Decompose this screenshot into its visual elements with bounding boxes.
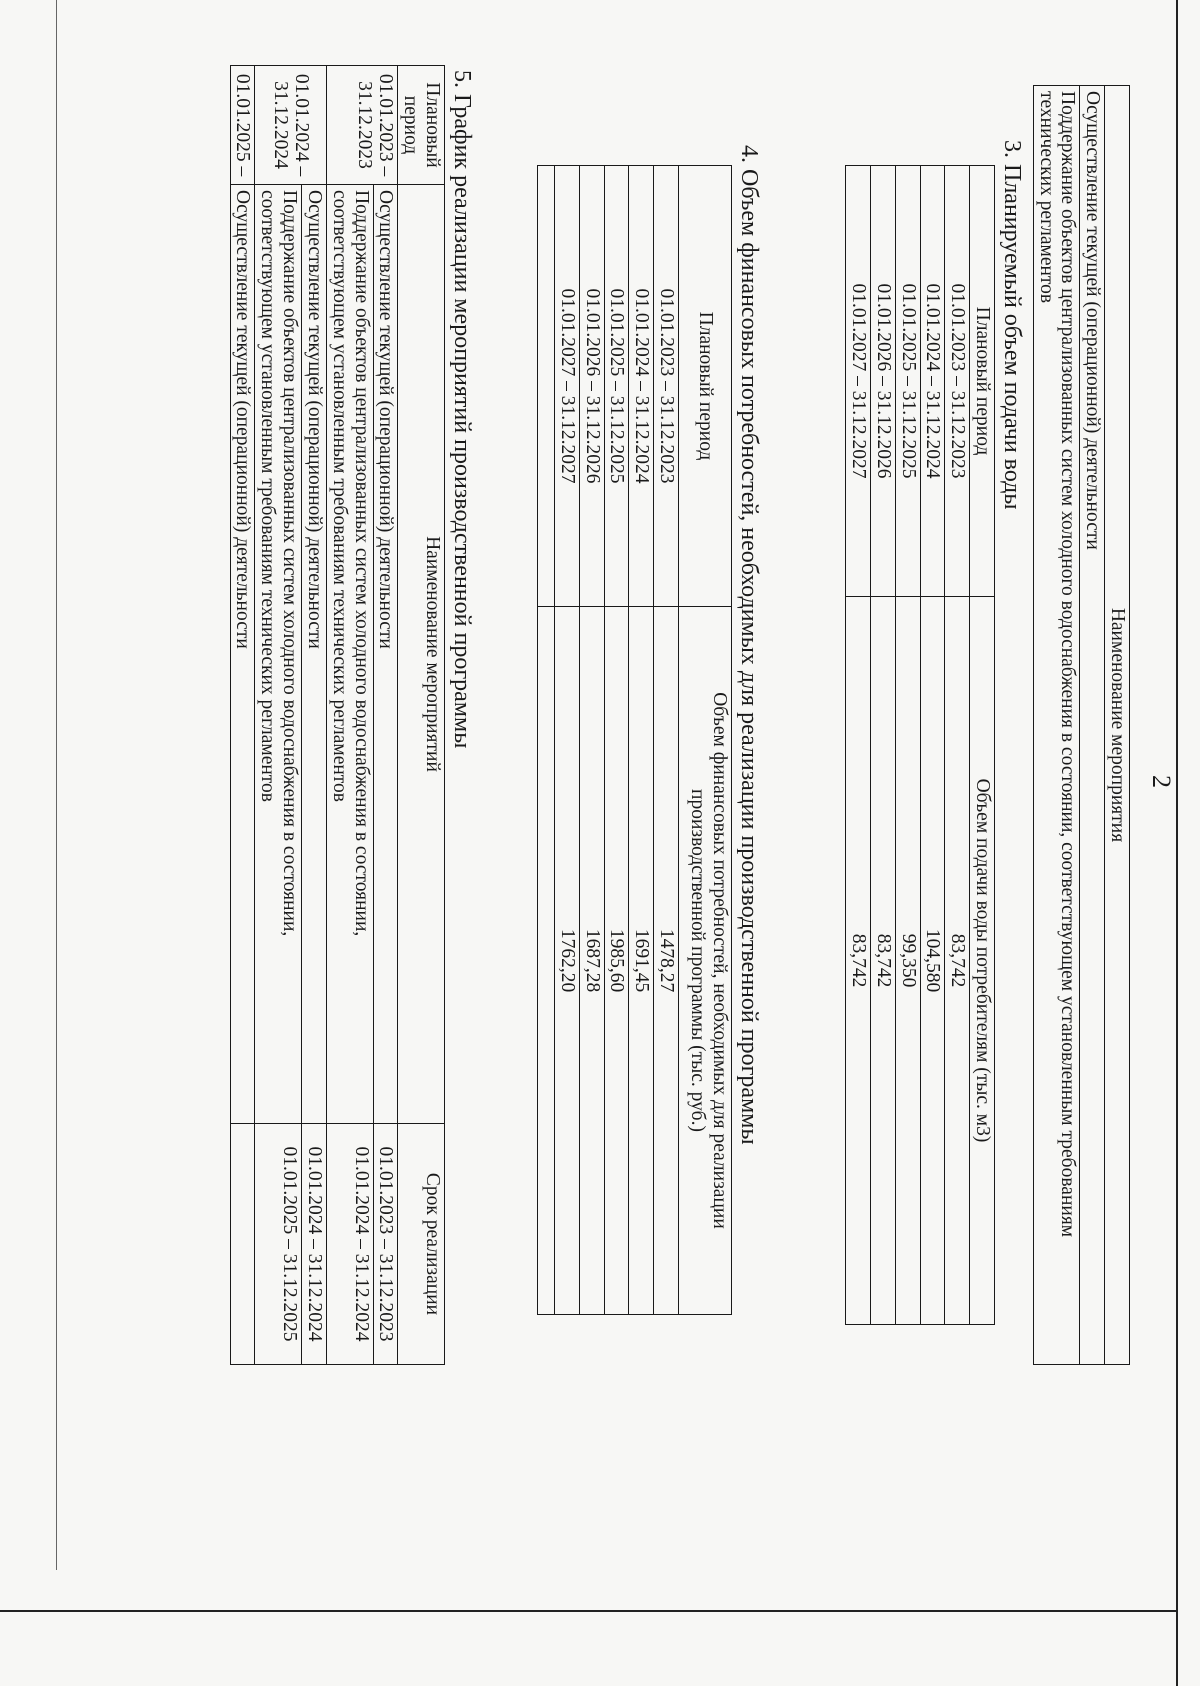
empty-cell bbox=[537, 607, 554, 1315]
schedule-table bbox=[230, 65, 445, 1365]
finance-cell: 1691,45 bbox=[629, 607, 654, 1315]
period-cell: 01.01.2025 – 31.12.2025 bbox=[604, 166, 629, 607]
volume-cell: 83,742 bbox=[846, 597, 871, 1325]
period-cell: 01.01.2024 – 31.12.2024 bbox=[629, 166, 654, 607]
activity-name-cell: Поддержание объектов централизованных систем холодного водоснабжения в состоянии, соответствующем установленным требованиям технических регламентов bbox=[255, 185, 302, 1124]
finance-cell: 1687,28 bbox=[579, 607, 604, 1315]
finance-cell: 1478,27 bbox=[654, 607, 679, 1315]
term-cell: 01.01.2024 – 31.12.2024 bbox=[326, 1124, 373, 1365]
page-number: 2 bbox=[1147, 775, 1176, 788]
finance-table bbox=[537, 165, 732, 1315]
period-cell: 01.01.2023 – 31.12.2023 bbox=[326, 66, 397, 185]
water-supply-table bbox=[845, 165, 995, 1325]
volume-cell: 99,350 bbox=[895, 597, 920, 1325]
term-cell: 01.01.2023 – 31.12.2023 bbox=[373, 1124, 398, 1365]
section3-title: 3. Планируемый объем подачи воды bbox=[999, 140, 1025, 510]
activity-row: Поддержание объектов централизованных систем холодного водоснабжения в состоянии, соответствующем установленным требованиям технических регламентов bbox=[1033, 86, 1080, 1365]
finance-cell: 1985,60 bbox=[604, 607, 629, 1315]
period-cell: 01.01.2023 – 31.12.2023 bbox=[945, 166, 970, 597]
col-period-header: Плановый период bbox=[398, 66, 445, 185]
period-cell: 01.01.2027 – 31.12.2027 bbox=[846, 166, 871, 597]
activity-row: Осуществление текущей (операционной) деятельности bbox=[1080, 86, 1105, 1365]
activities-table bbox=[1033, 85, 1130, 1365]
term-cell bbox=[230, 1124, 255, 1365]
period-cell: 01.01.2024 – 31.12.2024 bbox=[920, 166, 945, 597]
finance-cell: 1762,20 bbox=[554, 607, 579, 1315]
term-cell: 01.01.2024 – 31.12.2024 bbox=[302, 1124, 327, 1365]
rotated-document bbox=[120, 20, 1180, 1460]
col-name-header: Наименование мероприятий bbox=[398, 185, 445, 1124]
volume-cell: 104,580 bbox=[920, 597, 945, 1325]
period-cell: 01.01.2025 – 31.12.2025 bbox=[895, 166, 920, 597]
period-cell: 01.01.2023 – 31.12.2023 bbox=[654, 166, 679, 607]
section4-title: 4. Объем финансовых потребностей, необходимых для реализации производственной программы bbox=[736, 145, 762, 1145]
activity-name-cell: Осуществление текущей (операционной) деятельности bbox=[373, 185, 398, 1124]
empty-cell bbox=[537, 166, 554, 607]
col-period-header: Плановый период bbox=[970, 166, 995, 597]
scan-edge-bottom bbox=[0, 1610, 1176, 1612]
volume-cell: 83,742 bbox=[945, 597, 970, 1325]
activity-name-cell: Осуществление текущей (операционной) деятельности bbox=[302, 185, 327, 1124]
col-period-header: Плановый период bbox=[679, 166, 732, 607]
volume-cell: 83,742 bbox=[870, 597, 895, 1325]
period-cell: 01.01.2026 – 31.12.2026 bbox=[870, 166, 895, 597]
activity-name-cell: Осуществление текущей (операционной) деятельности bbox=[230, 185, 255, 1124]
term-cell: 01.01.2025 – 31.12.2025 bbox=[255, 1124, 302, 1365]
col-finance-header: Объем финансовых потребностей, необходимых для реализации производственной программы (тыс. руб.) bbox=[679, 607, 732, 1315]
activities-header: Наименование мероприятия bbox=[1105, 86, 1130, 1365]
section5-title: 5. График реализации мероприятий производственной программы bbox=[449, 70, 475, 749]
activity-name-cell: Поддержание объектов централизованных систем холодного водоснабжения в состоянии, соответствующем установленным требованиям технических регламентов bbox=[326, 185, 373, 1124]
scan-edge-left bbox=[56, 0, 57, 1570]
col-volume-header: Объем подачи воды потребителям (тыс. м3) bbox=[970, 597, 995, 1325]
period-cell: 01.01.2027 – 31.12.2027 bbox=[554, 166, 579, 607]
period-cell: 01.01.2024 – 31.12.2024 bbox=[255, 66, 326, 185]
period-cell: 01.01.2026 – 31.12.2026 bbox=[579, 166, 604, 607]
period-cell: 01.01.2025 – bbox=[230, 66, 255, 185]
col-term-header: Срок реализации bbox=[398, 1124, 445, 1365]
